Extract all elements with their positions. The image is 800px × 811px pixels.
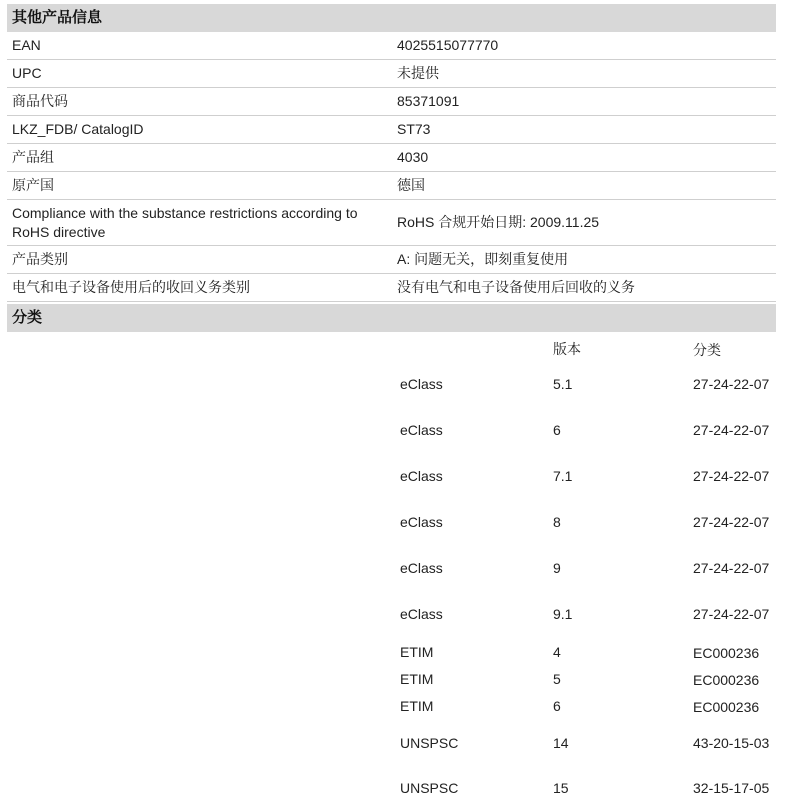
classification-system: eClass bbox=[400, 421, 443, 438]
classification-version: 5.1 bbox=[553, 375, 573, 392]
classification-header: 分类 bbox=[7, 304, 776, 332]
classification-version: 5 bbox=[553, 671, 561, 687]
classification-system: eClass bbox=[400, 375, 443, 392]
info-label: 原产国 bbox=[12, 177, 54, 193]
info-label: 产品组 bbox=[12, 149, 54, 165]
classification-code: 27-24-22-07 bbox=[693, 376, 770, 392]
classification-version: 9 bbox=[553, 559, 561, 576]
classification-system: eClass bbox=[400, 605, 443, 622]
classification-version: 4 bbox=[553, 644, 561, 660]
info-value: 德国 bbox=[397, 177, 425, 193]
info-value: A: 问题无关，即刻重复使用 bbox=[397, 251, 569, 267]
info-label: Compliance with the substance restrictions according to RoHS directive bbox=[12, 204, 358, 240]
info-value: 85371091 bbox=[397, 93, 460, 109]
info-label: 电气和电子设备使用后的收回义务类别 bbox=[12, 279, 250, 295]
classification-system: eClass bbox=[400, 513, 443, 530]
info-row-rohs-compliance bbox=[7, 200, 776, 246]
classification-code: 27-24-22-07 bbox=[693, 514, 770, 530]
classification-system: UNSPSC bbox=[400, 779, 459, 796]
classification-col-code: 分类 bbox=[693, 341, 721, 358]
info-row-catalog-id bbox=[7, 116, 776, 144]
info-value: 没有电气和电子设备使用后回收的义务 bbox=[397, 279, 635, 295]
classification-system: eClass bbox=[400, 467, 443, 484]
info-row-ean bbox=[7, 32, 776, 60]
classification-system: UNSPSC bbox=[400, 734, 459, 751]
classification-code: 32-15-17-05 bbox=[693, 780, 770, 796]
other-info-header: 其他产品信息 bbox=[7, 4, 776, 32]
info-label: 产品类别 bbox=[12, 251, 68, 267]
info-value: 4025515077770 bbox=[397, 37, 499, 53]
info-label: LKZ_FDB/ CatalogID bbox=[12, 121, 144, 137]
classification-code: 27-24-22-07 bbox=[693, 422, 770, 438]
classification-code: 27-24-22-07 bbox=[693, 468, 770, 484]
classification-code: EC000236 bbox=[693, 644, 760, 661]
classification-version: 6 bbox=[553, 698, 561, 714]
classification-version: 6 bbox=[553, 421, 561, 438]
classification-system: ETIM bbox=[400, 644, 434, 660]
classification-code: EC000236 bbox=[693, 698, 760, 715]
info-row-product-category bbox=[7, 246, 776, 274]
classification-version: 15 bbox=[553, 779, 569, 796]
info-value: ST73 bbox=[397, 121, 431, 137]
classification-col-version: 版本 bbox=[553, 341, 581, 357]
classification-system: eClass bbox=[400, 559, 443, 576]
info-label: 商品代码 bbox=[12, 93, 68, 109]
info-row-product-group bbox=[7, 144, 776, 172]
info-row-country-of-origin bbox=[7, 172, 776, 200]
classification-version: 14 bbox=[553, 734, 569, 751]
classification-code: EC000236 bbox=[693, 671, 760, 688]
classification-version: 7.1 bbox=[553, 467, 573, 484]
info-value: RoHS 合规开始日期: 2009.11.25 bbox=[397, 214, 600, 230]
classification-code: 27-24-22-07 bbox=[693, 560, 770, 576]
info-row-weee-category bbox=[7, 274, 776, 302]
info-row-commodity-code bbox=[7, 88, 776, 116]
info-label: EAN bbox=[12, 37, 41, 53]
classification-code: 27-24-22-07 bbox=[693, 606, 770, 622]
classification-version: 8 bbox=[553, 513, 561, 530]
classification-system: ETIM bbox=[400, 671, 434, 687]
info-value: 4030 bbox=[397, 149, 429, 165]
classification-version: 9.1 bbox=[553, 605, 573, 622]
classification-system: ETIM bbox=[400, 698, 434, 714]
info-value: 未提供 bbox=[397, 65, 439, 81]
info-label: UPC bbox=[12, 65, 42, 81]
classification-code: 43-20-15-03 bbox=[693, 735, 770, 751]
info-row-upc bbox=[7, 60, 776, 88]
